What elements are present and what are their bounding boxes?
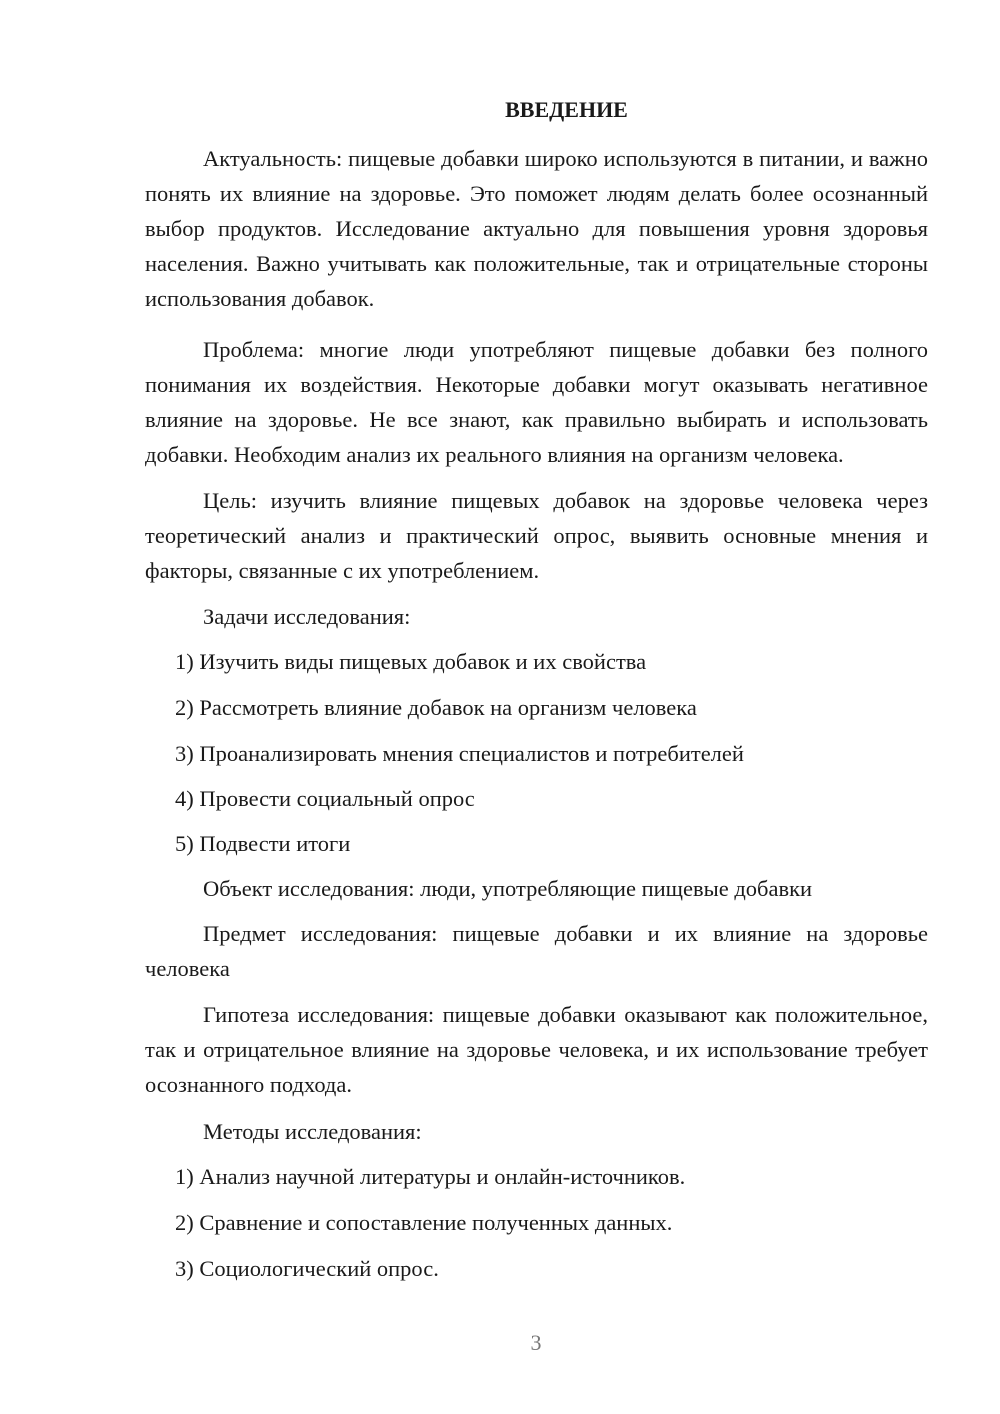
method-item-1: 1) Анализ научной литературы и онлайн-источников. xyxy=(175,1164,686,1189)
tasks-list xyxy=(145,644,928,861)
task-item-1: 1) Изучить виды пищевых добавок и их свойства xyxy=(175,649,647,674)
task-item-5: 5) Подвести итоги xyxy=(175,831,351,856)
hypothesis-paragraph: Гипотеза исследования: пищевые добавки оказывают как положительное, так и отрицательное влияние на здоровье человека, и их использование требует осознанного подхода. xyxy=(145,1002,928,1097)
page-number: 3 xyxy=(530,1330,542,1355)
task-item-3: 3) Проанализировать мнения специалистов и потребителей xyxy=(175,741,744,766)
methods-heading: Методы исследования: xyxy=(203,1119,422,1144)
subject-paragraph: Предмет исследования: пищевые добавки и их влияние на здоровье человека xyxy=(145,921,928,981)
method-item-2: 2) Сравнение и сопоставление полученных данных. xyxy=(175,1210,673,1235)
method-item-3: 3) Социологический опрос. xyxy=(175,1256,439,1281)
object-paragraph: Объект исследования: люди, употребляющие пищевые добавки xyxy=(203,876,813,901)
tasks-heading: Задачи исследования: xyxy=(203,604,411,629)
section-title: ВВЕДЕНИЕ xyxy=(505,97,628,122)
document-page xyxy=(145,92,928,1286)
problem-paragraph: Проблема: многие люди употребляют пищевые добавки без полного понимания их воздействия. Некоторые добавки могут оказывать негативное влияние на здоровье. Не все знают, как правильно выбирать и использовать добавки. Необходим анализ их реального влияния на организм человека. xyxy=(145,337,928,467)
goal-paragraph: Цель: изучить влияние пищевых добавок на здоровье человека через теоретический анализ и практический опрос, выявить основные мнения и факторы, связанные с их употреблением. xyxy=(145,488,928,583)
task-item-2: 2) Рассмотреть влияние добавок на организм человека xyxy=(175,695,697,720)
relevance-paragraph: Актуальность: пищевые добавки широко используются в питании, и важно понять их влияние на здоровье. Это поможет людям делать более осознанный выбор продуктов. Исследование актуально для повышения уровня здоровья населения. Важно учитывать как положительные, так и отрицательные стороны использования добавок. xyxy=(145,146,928,311)
methods-list xyxy=(145,1159,928,1286)
task-item-4: 4) Провести социальный опрос xyxy=(175,786,475,811)
